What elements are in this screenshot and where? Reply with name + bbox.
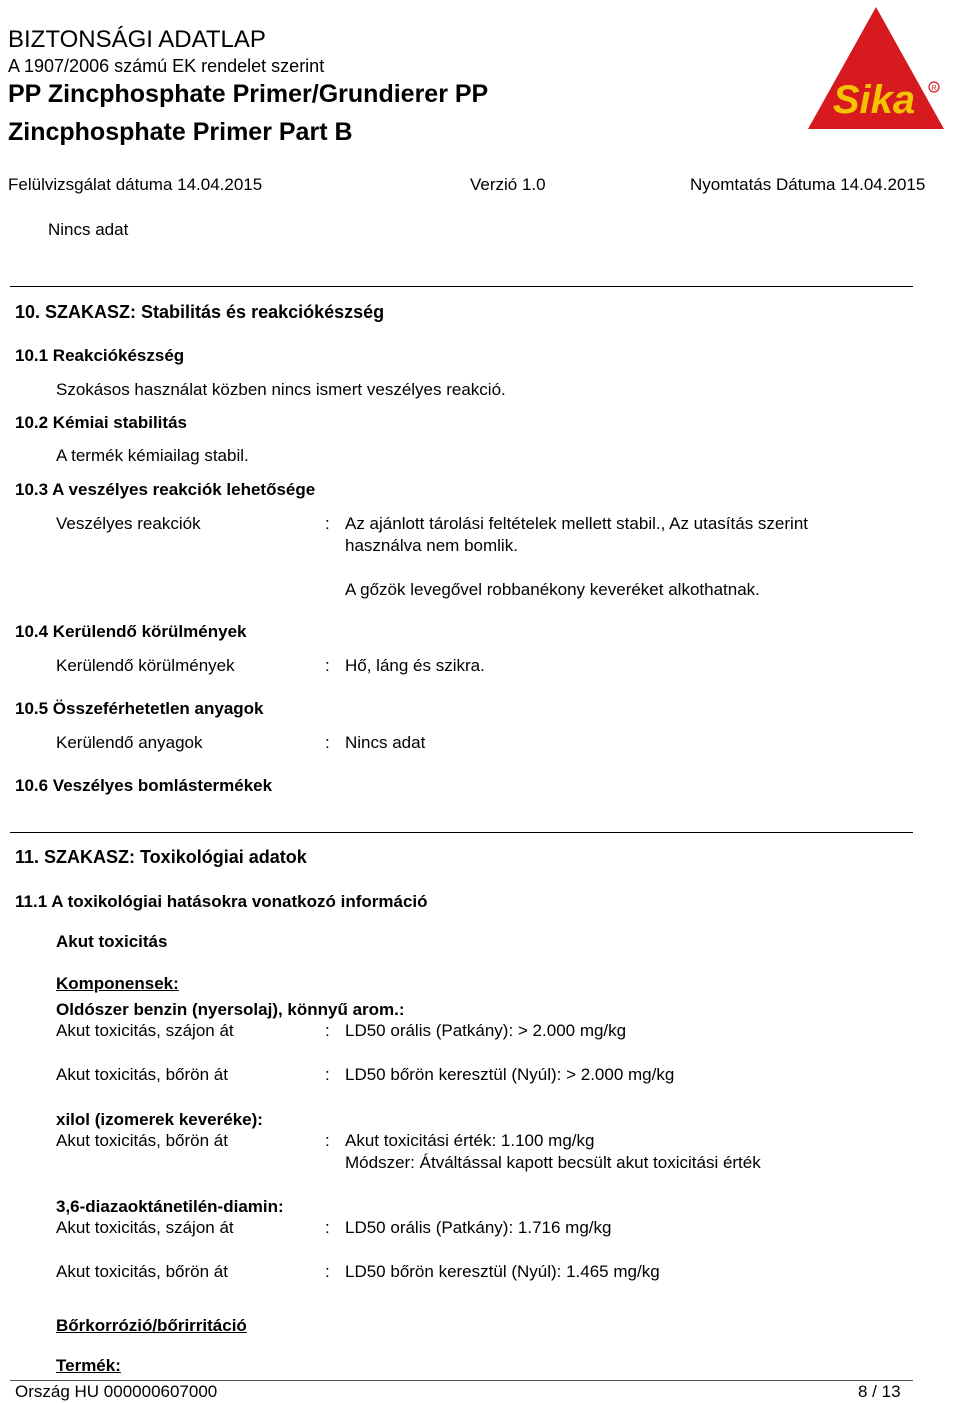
components-label: Komponensek: bbox=[56, 974, 179, 993]
component-1-row-1-value: LD50 orális (Patkány): > 2.000 mg/kg bbox=[345, 1021, 627, 1040]
section-11-1-title: 11.1 A toxikológiai hatásokra vonatkozó információ bbox=[15, 892, 428, 911]
section-10-3-value-line3: A gőzök levegővel robbanékony keveréket alkothatnak. bbox=[345, 580, 760, 599]
svg-text:R: R bbox=[931, 85, 937, 92]
section-10-4-label: Kerülendő körülmények bbox=[56, 656, 235, 675]
component-3-row-1-value: LD50 orális (Patkány): 1.716 mg/kg bbox=[345, 1218, 612, 1237]
footer-country: Ország HU 000000607000 bbox=[15, 1382, 218, 1401]
colon: : bbox=[325, 1065, 330, 1084]
component-1-row-2-label: Akut toxicitás, bőrön át bbox=[56, 1065, 228, 1084]
print-date: Nyomtatás Dátuma 14.04.2015 bbox=[690, 175, 926, 194]
section-divider bbox=[10, 832, 913, 833]
section-10-6-title: 10.6 Veszélyes bomlástermékek bbox=[15, 776, 273, 795]
section-10-5-label: Kerülendő anyagok bbox=[56, 733, 203, 752]
component-2-name: xilol (izomerek keveréke): bbox=[56, 1110, 263, 1129]
section-10-1-text: Szokásos használat közben nincs ismert veszélyes reakció. bbox=[56, 380, 506, 399]
component-1-name: Oldószer benzin (nyersolaj), könnyű arom.: bbox=[56, 1000, 405, 1019]
component-3-name: 3,6-diazaoktánetilén-diamin: bbox=[56, 1197, 284, 1216]
colon: : bbox=[325, 656, 330, 675]
acute-toxicity-title: Akut toxicitás bbox=[56, 932, 168, 951]
section-10-3-label: Veszélyes reakciók bbox=[56, 514, 201, 533]
component-1-row-2-value: LD50 bőrön keresztül (Nyúl): > 2.000 mg/kg bbox=[345, 1065, 675, 1084]
component-1-row-1-label: Akut toxicitás, szájon át bbox=[56, 1021, 234, 1040]
product-label: Termék: bbox=[56, 1356, 121, 1375]
section-10-title: 10. SZAKASZ: Stabilitás és reakciókészség bbox=[15, 302, 385, 322]
revision-date: Felülvizsgálat dátuma 14.04.2015 bbox=[8, 175, 263, 194]
section-10-2-text: A termék kémiailag stabil. bbox=[56, 446, 249, 465]
document-title: BIZTONSÁGI ADATLAP bbox=[8, 26, 266, 53]
section-10-1-title: 10.1 Reakciókészség bbox=[15, 346, 185, 365]
skin-corrosion-title: Bőrkorrózió/bőrirritáció bbox=[56, 1316, 247, 1335]
section-10-5-value: Nincs adat bbox=[345, 733, 426, 752]
version: Verzió 1.0 bbox=[470, 175, 546, 194]
component-3-row-2-label: Akut toxicitás, bőrön át bbox=[56, 1262, 228, 1281]
section-10-2-title: 10.2 Kémiai stabilitás bbox=[15, 413, 187, 432]
component-2-row-1-label: Akut toxicitás, bőrön át bbox=[56, 1131, 228, 1150]
product-name-line2: Zincphosphate Primer Part B bbox=[8, 118, 353, 146]
no-data-text: Nincs adat bbox=[48, 220, 129, 239]
colon: : bbox=[325, 1131, 330, 1150]
section-10-4-value: Hő, láng és szikra. bbox=[345, 656, 485, 675]
product-name-line1: PP Zincphosphate Primer/Grundierer PP bbox=[8, 80, 489, 108]
svg-text:Sika: Sika bbox=[832, 78, 916, 122]
colon: : bbox=[325, 514, 330, 533]
section-11-title: 11. SZAKASZ: Toxikológiai adatok bbox=[15, 847, 307, 867]
section-10-3-title: 10.3 A veszélyes reakciók lehetősége bbox=[15, 480, 316, 499]
colon: : bbox=[325, 733, 330, 752]
sika-logo bbox=[806, 5, 946, 133]
page-number: 8 / 13 bbox=[858, 1382, 901, 1401]
component-3-row-2-value: LD50 bőrön keresztül (Nyúl): 1.465 mg/kg bbox=[345, 1262, 660, 1281]
section-10-3-value-line2: használva nem bomlik. bbox=[345, 536, 518, 555]
section-10-4-title: 10.4 Kerülendő körülmények bbox=[15, 622, 247, 641]
regulation-text: A 1907/2006 számú EK rendelet szerint bbox=[8, 56, 325, 76]
component-2-row-1-method: Módszer: Átváltással kapott becsült akut toxicitási érték bbox=[345, 1153, 761, 1172]
colon: : bbox=[325, 1021, 330, 1040]
section-divider bbox=[10, 286, 913, 287]
component-2-row-1-value: Akut toxicitási érték: 1.100 mg/kg bbox=[345, 1131, 595, 1150]
footer-divider bbox=[10, 1380, 913, 1381]
section-10-5-title: 10.5 Összeférhetetlen anyagok bbox=[15, 699, 264, 718]
section-10-3-value-line1: Az ajánlott tárolási feltételek mellett stabil., Az utasítás szerint bbox=[345, 514, 808, 533]
colon: : bbox=[325, 1218, 330, 1237]
colon: : bbox=[325, 1262, 330, 1281]
component-3-row-1-label: Akut toxicitás, szájon át bbox=[56, 1218, 234, 1237]
